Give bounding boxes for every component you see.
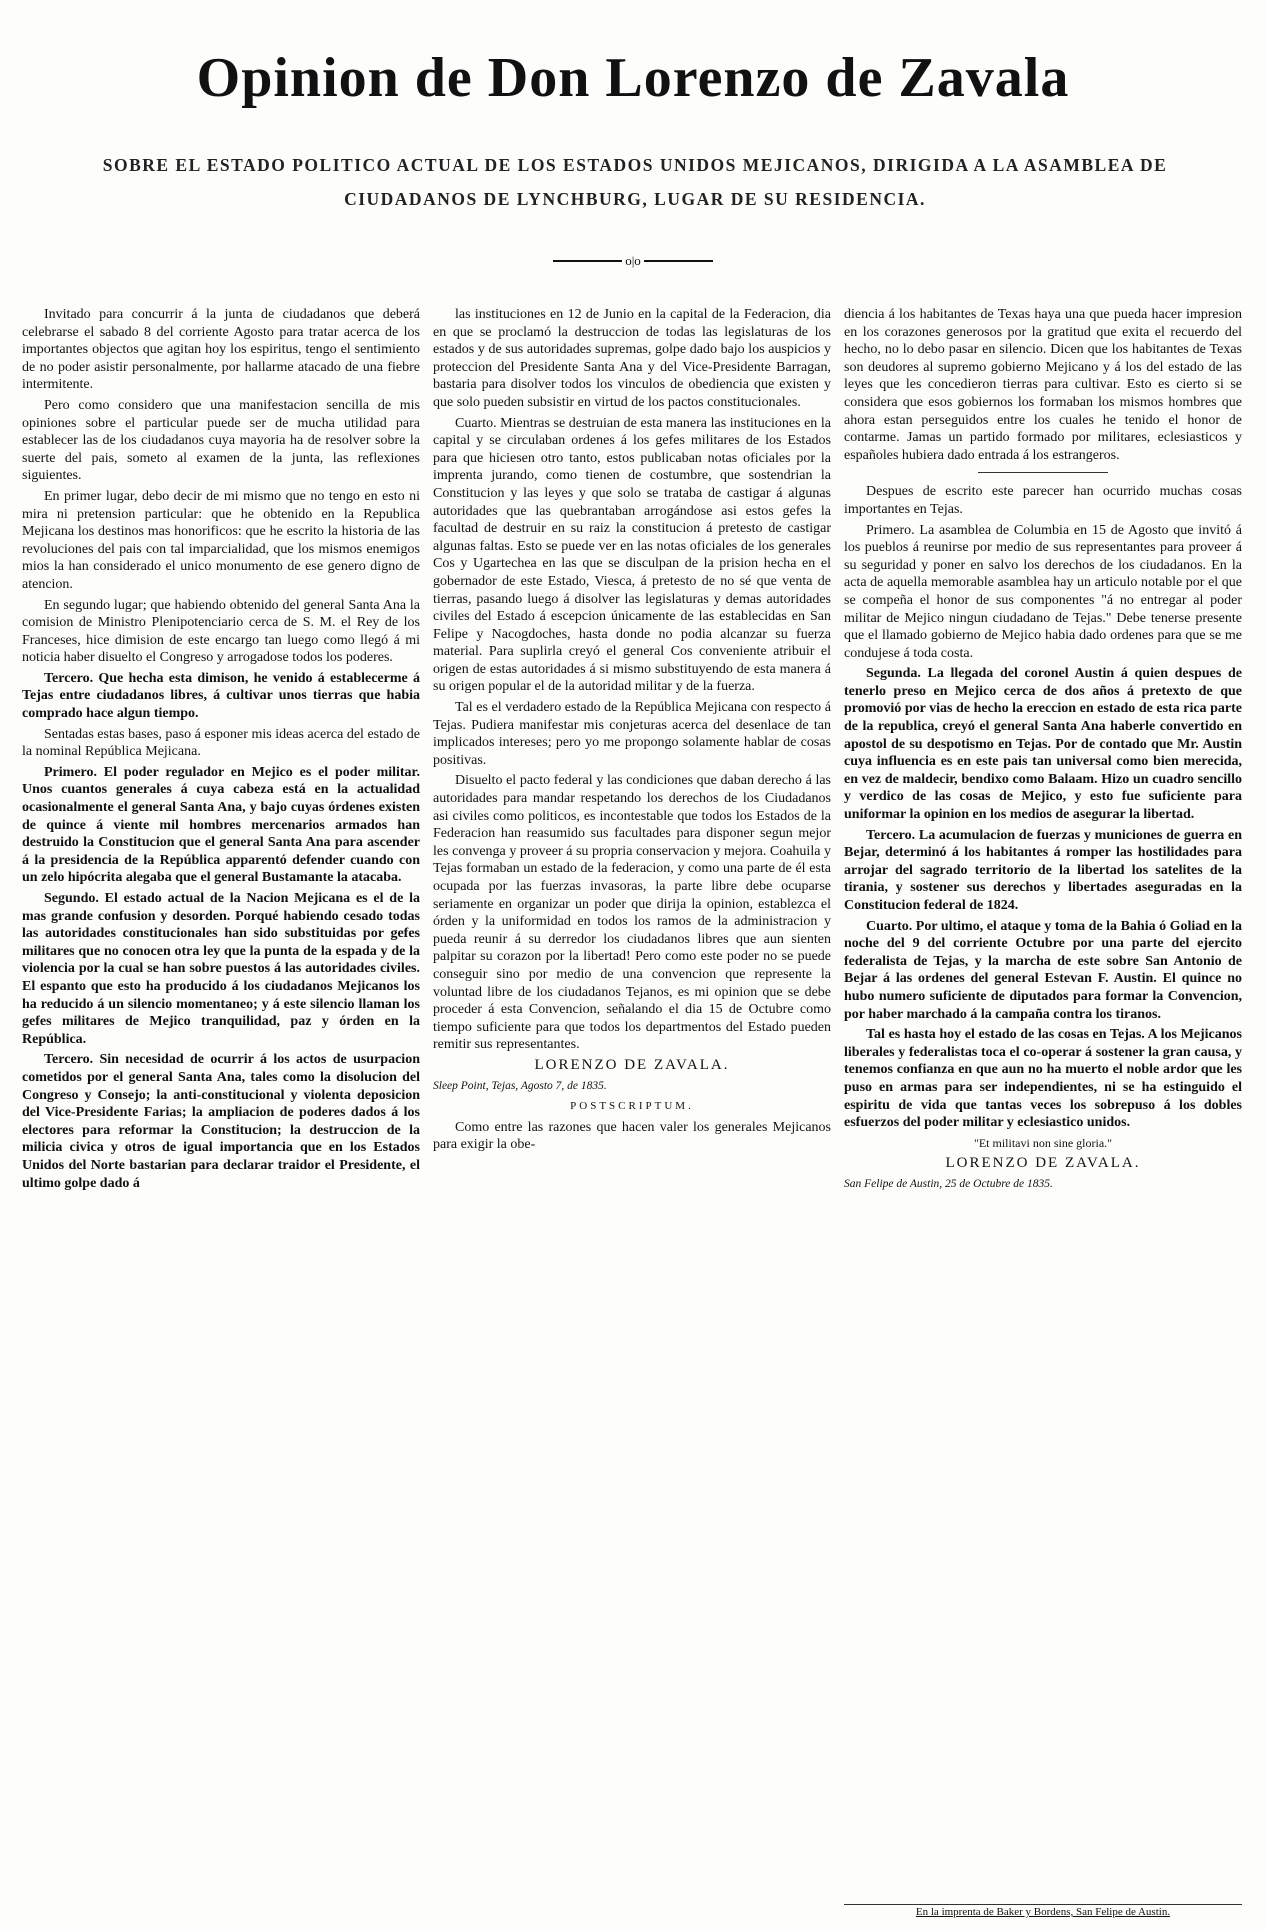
paragraph: Cuarto. Por ultimo, el ataque y toma de la Bahia ó Goliad en la noche del 9 del corriente Octubre por una parte del ejercito federalista de Tejas, y la marcha de este sobre San Antonio de Bejar á las ordenes del general Estevan F. Austin. El quince no hubo numero suficiente de diputados para formar la Convencion, por haber marchado á la campaña contra los tiranos. (844, 918, 1242, 1022)
paragraph: Como entre las razones que hacen valer los generales Mejicanos para exigir la obe- (433, 1119, 831, 1153)
paragraph: Tercero. Sin necesidad de ocurrir á los actos de usurpacion cometidos por el general Santa Ana, tales como la disolucion del Congreso y Consejo; la anti-constitucional y violenta deposicion del Vice-Presidente Farias; la ampliacion de poderes dados á los electores para reformar la Constitucion; la destruccion de la milicia civica y otros de igual importancia que en los Estados Unidos del Norte bastarian para declarar traidor el Presidente, el ultimo golpe dado á (22, 1052, 420, 1191)
column-1 (22, 306, 420, 1906)
ornament-line-right (644, 260, 713, 262)
column-3 (844, 306, 1242, 1906)
signature-place-date: San Felipe de Austin, 25 de Octubre de 1835. (844, 1177, 1053, 1190)
document-subtitle: SOBRE EL ESTADO POLITICO ACTUAL DE LOS ESTADOS UNIDOS MEJICANOS, DIRIGIDA A LA ASAMBLEA DE CIUDADANOS DE LYNCHBURG, LUGAR DE SU RESIDENCIA. (102, 155, 1168, 209)
ornament-divider (553, 254, 713, 268)
postscript-heading: POSTSCRIPTUM. (570, 1100, 694, 1113)
paragraph: Sentadas estas bases, paso á esponer mis ideas acerca del estado de la nominal República Mejicana. (22, 726, 420, 760)
paragraph: Disuelto el pacto federal y las condiciones que daban derecho á las autoridades para mandar respetando los derechos de los Ciudadanos asi civiles como politicos, es incontestable que todos los Estados de la Federacion han reasumido sus facultades para disponer segun mejor les convenga y proveer á su propria conservacion y mejora. Coahuila y Tejas formaban un estado de la federacion, y como una parte de él esta ocupada por las fuerzas invasoras, la parte libre debe ocuparse seriamente en organizar un poder que dirija la opinion, establezca el órden y la uniformidad en todos los ramos de la administracion y pueda reunir á su derredor los ciudadanos libres que aun sienten palpitar su corazon por la libertad! Pero como este poder no se puede conseguir sino por medio de una convencion que represente la voluntad libre de los ciudadanos Tejanos, es mi opinion que se debe proceder á esta Convencion, señalando el dia 15 de Octubre como tiempo suficiente para que todos los departmentos del Estado pueden remitir sus representantes. (433, 773, 831, 1053)
document-title: Opinion de Don Lorenzo de Zavala (196, 47, 1070, 109)
paragraph: Cuarto. Mientras se destruian de esta manera las instituciones en la capital y se circulaban ordenes á los gefes militares de los Estados para que hiciesen otro tanto, estos publicaban notas oficiales por la imprenta jurando, como tienen de costumbre, que sostendrian la Constitucion y las leyes y que solo se trataba de castigar á algunas autoridades que las quebrantaban arrogándose asi estos gefes la facultad de destruir en su raiz la constitucion á pretesto de castigar algunas faltas. Esto se puede ver en las notas oficiales de los generales Cos y Ugartechea en las que se disculpan de la prision hecha en el gobernador de este Estado, Viesca, á pretesto de no sé que venta de tierras, pasando luego á disolver las legislaturas y demas autoridades civiles del Estado á escepcion únicamente de las establecidas en San Felipe y Nacogdoches, hasta donde no podia alcanzar su fuerza material. Para suplirla creyó el general Cos conveniente atribuir el origen de estas autoridades á si mismo substituyendo de esta manera á su origen popular el de la autoridad militar y de la fuerza. (433, 415, 831, 695)
paragraph: Segundo. El estado actual de la Nacion Mejicana es el de la mas grande confusion y desorden. Porqué habiendo cesado todas las autoridades constitucionales han sido substituidas por gefes militares que no conocen otra ley que la punta de la espada y de la violencia por la cual se han sobre puestos á las autoridades civiles. El espanto que esto ha producido á los ciudadanos Mejicanos los ha reducido á un silencio momentaneo; y á este silencio llaman los gefes militares de Mejico tranquilidad, paz y órden en la República. (22, 891, 420, 1047)
paragraph: Primero. La asamblea de Columbia en 15 de Agosto que invitó á los pueblos á reunirse por medio de sus representantes para proveer á su seguridad y poner en salvo los derechos de los ciudadanos. En la acta de aquella memorable asamblea hay un articulo notable por el que se compeña el honor de sus componentes "á no entregar al poder militar de Mejico ningun ciudadano de Tejas." Debe tenerse presente que el llamado gobierno de Mejico habia dado ordenes para que se me condujese á toda costa. (844, 522, 1242, 661)
paragraph: Tercero. La acumulacion de fuerzas y municiones de guerra en Bejar, determinó á los habitantes á romper las hostilidades para arrojar del sagrado territorio de la libertad los satelites de la tirania, y sostener sus derechos y libertades aseguradas en la Constitucion federal de 1824. (844, 827, 1242, 913)
signature: LORENZO DE ZAVALA. (534, 1056, 730, 1073)
paragraph: Segunda. La llegada del coronel Austin á quien despues de tenerlo preso en Mejico cerca de dos años á pretexto de que promovió por vias de hecho la ereccion en estado de esta rica parte de la republica, creyó el general Santa Ana haberle convertido en apostol de su despotismo en Tejas. Por de contado que Mr. Austin cuya influencia es en este pais tan universal como bien merecida, en vez de maldecir, bendixo como Balaam. Hizo un cuadro sencillo y verdico de las cosas de Mejico, y esto fue suficiente para uniformar la opinion en los medios de asegurar la libertad. (844, 666, 1242, 823)
paragraph: diencia á los habitantes de Texas haya una que pueda hacer impresion en los corazones generosos por la gratitud que exita el recuerdo del hecho, no lo debo pasar en silencio. Dicen que los habitantes de Texas son deudores al supremo gobierno Mejicano y á los del estado de las leyes que les concedieron tierras para cultivar. Esto es cierto si se considera que esos gobiernos los formaban los mismos hombres que ahora estan perseguidos entre los cuales he tenido el honor de contarme. Jamas un partido formado por militares, eclesiasticos y españoles hubiera dado entrada á los estrangeros. (844, 307, 1242, 463)
paragraph: Tercero. Que hecha esta dimison, he venido á establecerme á Tejas entre ciudadanos libres, á cultivar unos tierras que habia comprado hace algun tiempo. (22, 670, 420, 722)
signature-place-date: Sleep Point, Tejas, Agosto 7, de 1835. (433, 1079, 607, 1092)
paragraph: las instituciones en 12 de Junio en la capital de la Federacion, dia en que se proclamó la destruccion de todas las legislaturas de los estados y de sus autoridades supremas, golpe dado bajo los auspicios y proteccion del Presidente Santa Ana y del Vice-Presidente Barragan, bastaria para disolver todos los vinculos de obediencia que existen y que solo pueden subsistir en virtud de los pactos constitucionales. (433, 307, 831, 410)
paragraph: Tal es el verdadero estado de la República Mejicana con respecto á Tejas. Pudiera manifestar mis conjeturas acerca del desenlace de tan implicados intereses; pero yo me propongo solamente hablar de cosas positivas. (433, 700, 831, 768)
latin-motto: "Et militavi non sine gloria." (973, 1135, 1113, 1150)
paragraph: En segundo lugar; que habiendo obtenido del general Santa Ana la comision de Ministro Plenipotenciario cerca de S. M. el Rey de los Franceses, hice dimision de este encargo tan luego como llegó á mi noticia haber disuelto el Congreso y arrogadose todos los poderes. (22, 597, 420, 666)
paragraph: Pero como considero que una manifestacion sencilla de mis opiniones sobre el particular puede ser de mucha utilidad para establecer las de los ciudadanos cuya mayoria ha de resolver sobre la suerte del pais, someto al examen de la junta, las reflexiones siguientes. (22, 397, 420, 484)
paragraph: Primero. El poder regulador en Mejico es el poder militar. Unos cuantos generales á cuya cabeza está en la actualidad ocasionalmente el general Santa Ana, y bajo cuyas órdenes existen de quince á viente mil hombres mercenarios armados han destruido la Constitucion que el general Santa Ana para ascender á la presidencia de la República apparentó defender cuando con un zelo hipócrita alegaba que el general Bustamante la atacaba. (22, 764, 420, 886)
section-separator (978, 472, 1108, 473)
paragraph: En primer lugar, debo decir de mi mismo que no tengo en esto ni mira ni pretension particular: que he obtenido en la Republica Mejicana los destinos mas honorificos: que he escrito la historia de las revoluciones del pais con tal imparcialidad, que los mismos enemigos mios la han considerado el unico monumento de ese genero digno de atencion. (22, 488, 420, 592)
paragraph: Invitado para concurrir á la junta de ciudadanos que deberá celebrarse el sabado 8 del corriente Agosto para tratar acerca de los importantes objectos que agitan hoy los espiritus, tengo el sentimiento de no poder asistir personalmente, por hallarme atacado de una fiebre intermitente. (22, 307, 420, 393)
paragraph: Tal es hasta hoy el estado de las cosas en Tejas. A los Mejicanos liberales y federalistas toca el co-operar á sostener la gran causa, y tenemos confianza en que aun no ha muerto el noble ardor que les puso en armas para ser independientes, ni se ha estinguido el espiritu de vida que tantas veces los sobrepuso á los dobles esfuerzos del poder militar y eclesiastico unidos. (844, 1027, 1242, 1131)
ornament-line-left (553, 260, 622, 262)
signature: LORENZO DE ZAVALA. (945, 1155, 1141, 1172)
printer-imprint: En la imprenta de Baker y Bordens, San Felipe de Austin. (844, 1904, 1242, 1918)
paragraph: Despues de escrito este parecer han ocurrido muchas cosas importantes en Tejas. (844, 484, 1242, 517)
ornament-knot: o|o (625, 253, 641, 268)
column-2 (433, 306, 831, 1906)
